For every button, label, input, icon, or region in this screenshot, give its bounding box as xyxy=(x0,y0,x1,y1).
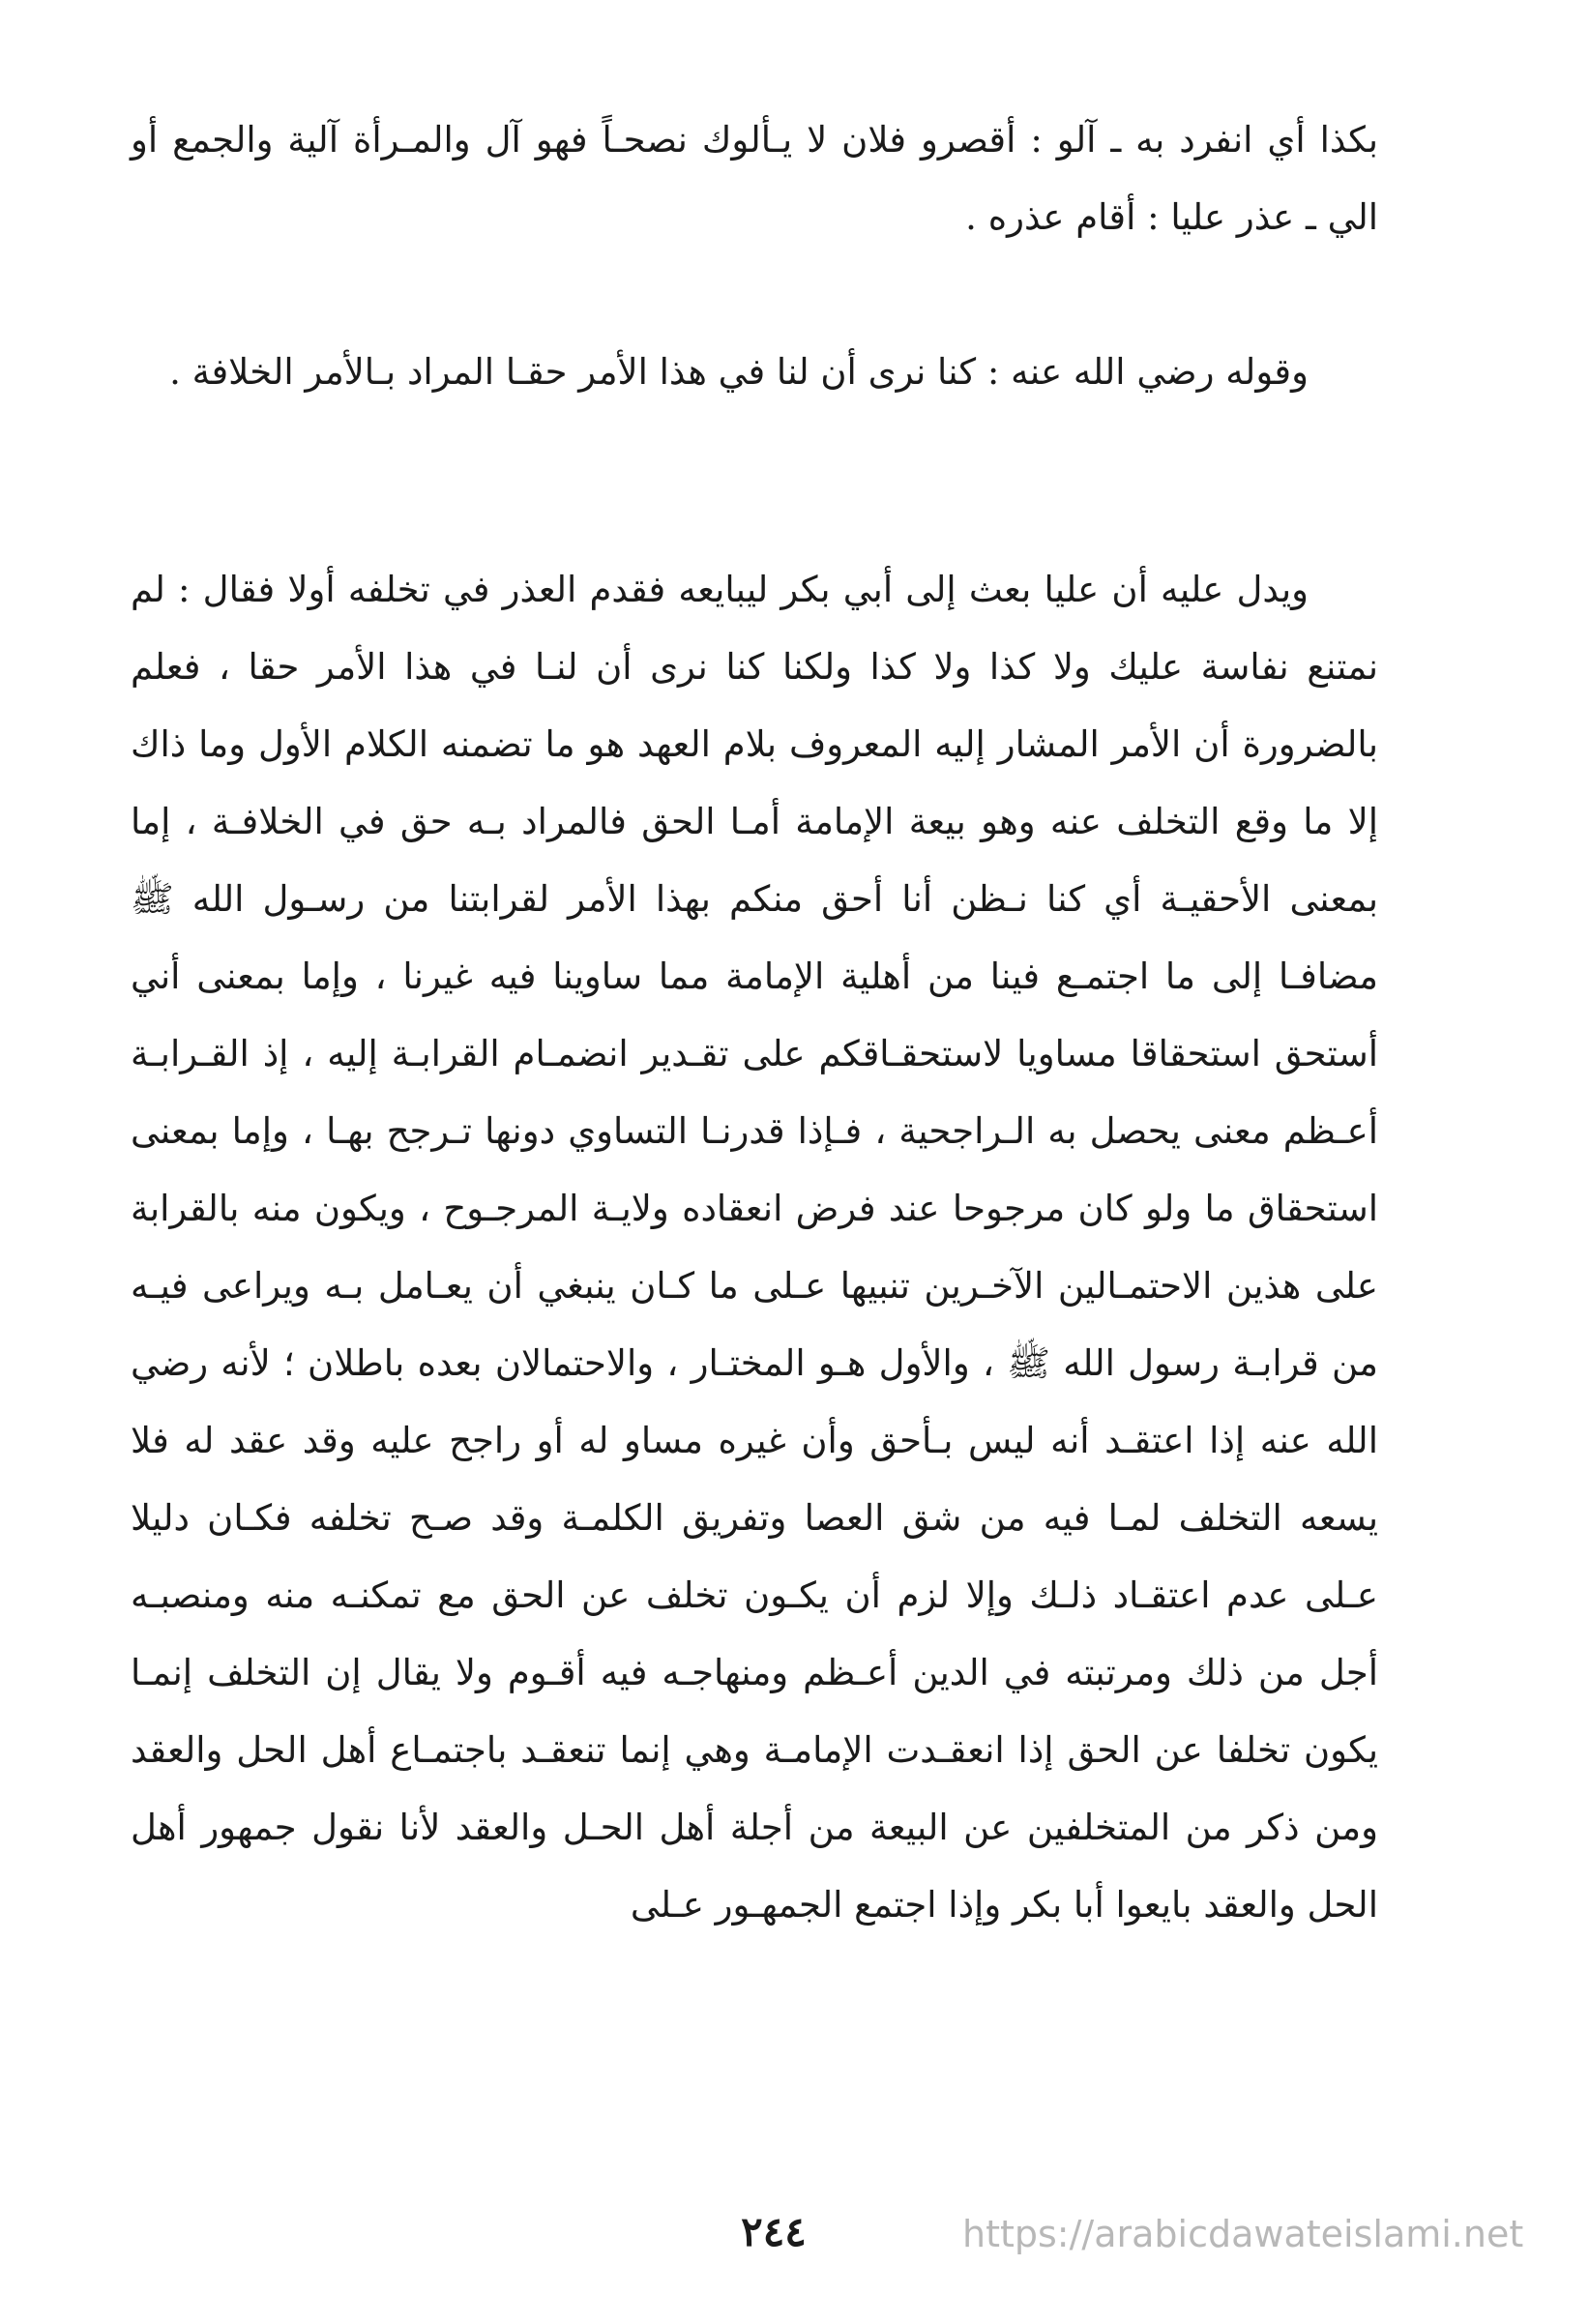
paragraph-commentary xyxy=(131,334,1378,411)
watermark-url: https://arabicdawateislami.net xyxy=(962,2213,1524,2255)
paragraph-text: وقوله رضي الله عنه : كنا نرى أن لنا في هذا الأمر حقـا المراد بـالأمر الخلافة . xyxy=(169,351,1309,393)
paragraph-text: ويدل عليه أن عليا بعث إلى أبي بكر ليبايعه فقدم العذر في تخلفه أولا فقال : لم نمتنع نفاسة عليك ولا كذا ولا كذا ولكنا كنا نرى أن لنـا في هذا الأمر حقا ، فعلم بالضرورة أن الأمر المشار إليه المعروف بلام العهد هو ما تضمنه الكلام الأول وما ذاك إلا ما وقع التخلف عنه وهو بيعة الإمامة أمـا الحق فالمراد بـه حق في الخلافـة ، إما بمعنى الأحقيـة أي كنا نـظن أنا أحق منكم بهذا الأمر لقرابتنا من رسـول الله ﷺ مضافـا إلى ما اجتمـع فينا من أهلية الإمامة مما ساوينا فيه غيرنا ، وإما بمعنى أني أستحق استحقاقا مساويا لاستحقـاقكم على تقـدير انضمـام القرابـة إليه ، إذ القـرابـة أعـظم معنى يحصل به الـراجحية ، فـإذا قدرنـا التساوي دونها تـرجح بهـا ، وإما بمعنى استحقاق ما ولو كان مرجوحا عند فرض انعقاده ولايـة المرجـوح ، ويكون منه بالقرابة على هذين الاحتمـالين الآخـرين تنبيها عـلى ما كـان ينبغي أن يعـامل بـه ويراعى فيـه من قرابـة رسول الله ﷺ ، والأول هـو المختـار ، والاحتمالان بعده باطلان ؛ لأنه رضي الله عنه إذا اعتقـد أنه ليس بـأحق وأن غيره مساو له أو راجح عليه وقد عقد له فلا يسعه التخلف لمـا فيه من شق العصا وتفريق الكلمـة وقد صـح تخلفه فكـان دليلا عـلى عدم اعتقـاد ذلـك وإلا لزم أن يكـون تخلف عن الحق مع تمكنـه منه ومنصبـه أجل من ذلك ومرتبته في الدين أعـظم ومنهاجـه فيه أقـوم ولا يقال إن التخلف إنمـا يكون تخلفا عن الحق إذا انعقـدت الإمامـة وهي إنما تنعقـد باجتمـاع أهل الحل والعقد ومن ذكر من المتخلفين عن البيعة من أجلة أهل الحـل والعقد لأنا نقول جمهور أهل الحل والعقد بايعوا أبا بكر وإذا اجتمع الجمهـور عـلى xyxy=(131,569,1378,1926)
paragraph-argument xyxy=(131,551,1378,1944)
paragraph-definitions xyxy=(131,102,1378,256)
paragraph-text: بكذا أي انفرد به ـ آلو : أقصرو فلان لا يـألوك نصحـاً فهو آل والمـرأة آلية والجمع أو الي ـ عذر عليا : أقام عذره . xyxy=(131,119,1378,238)
page-number: ٢٤٤ xyxy=(741,2208,807,2255)
